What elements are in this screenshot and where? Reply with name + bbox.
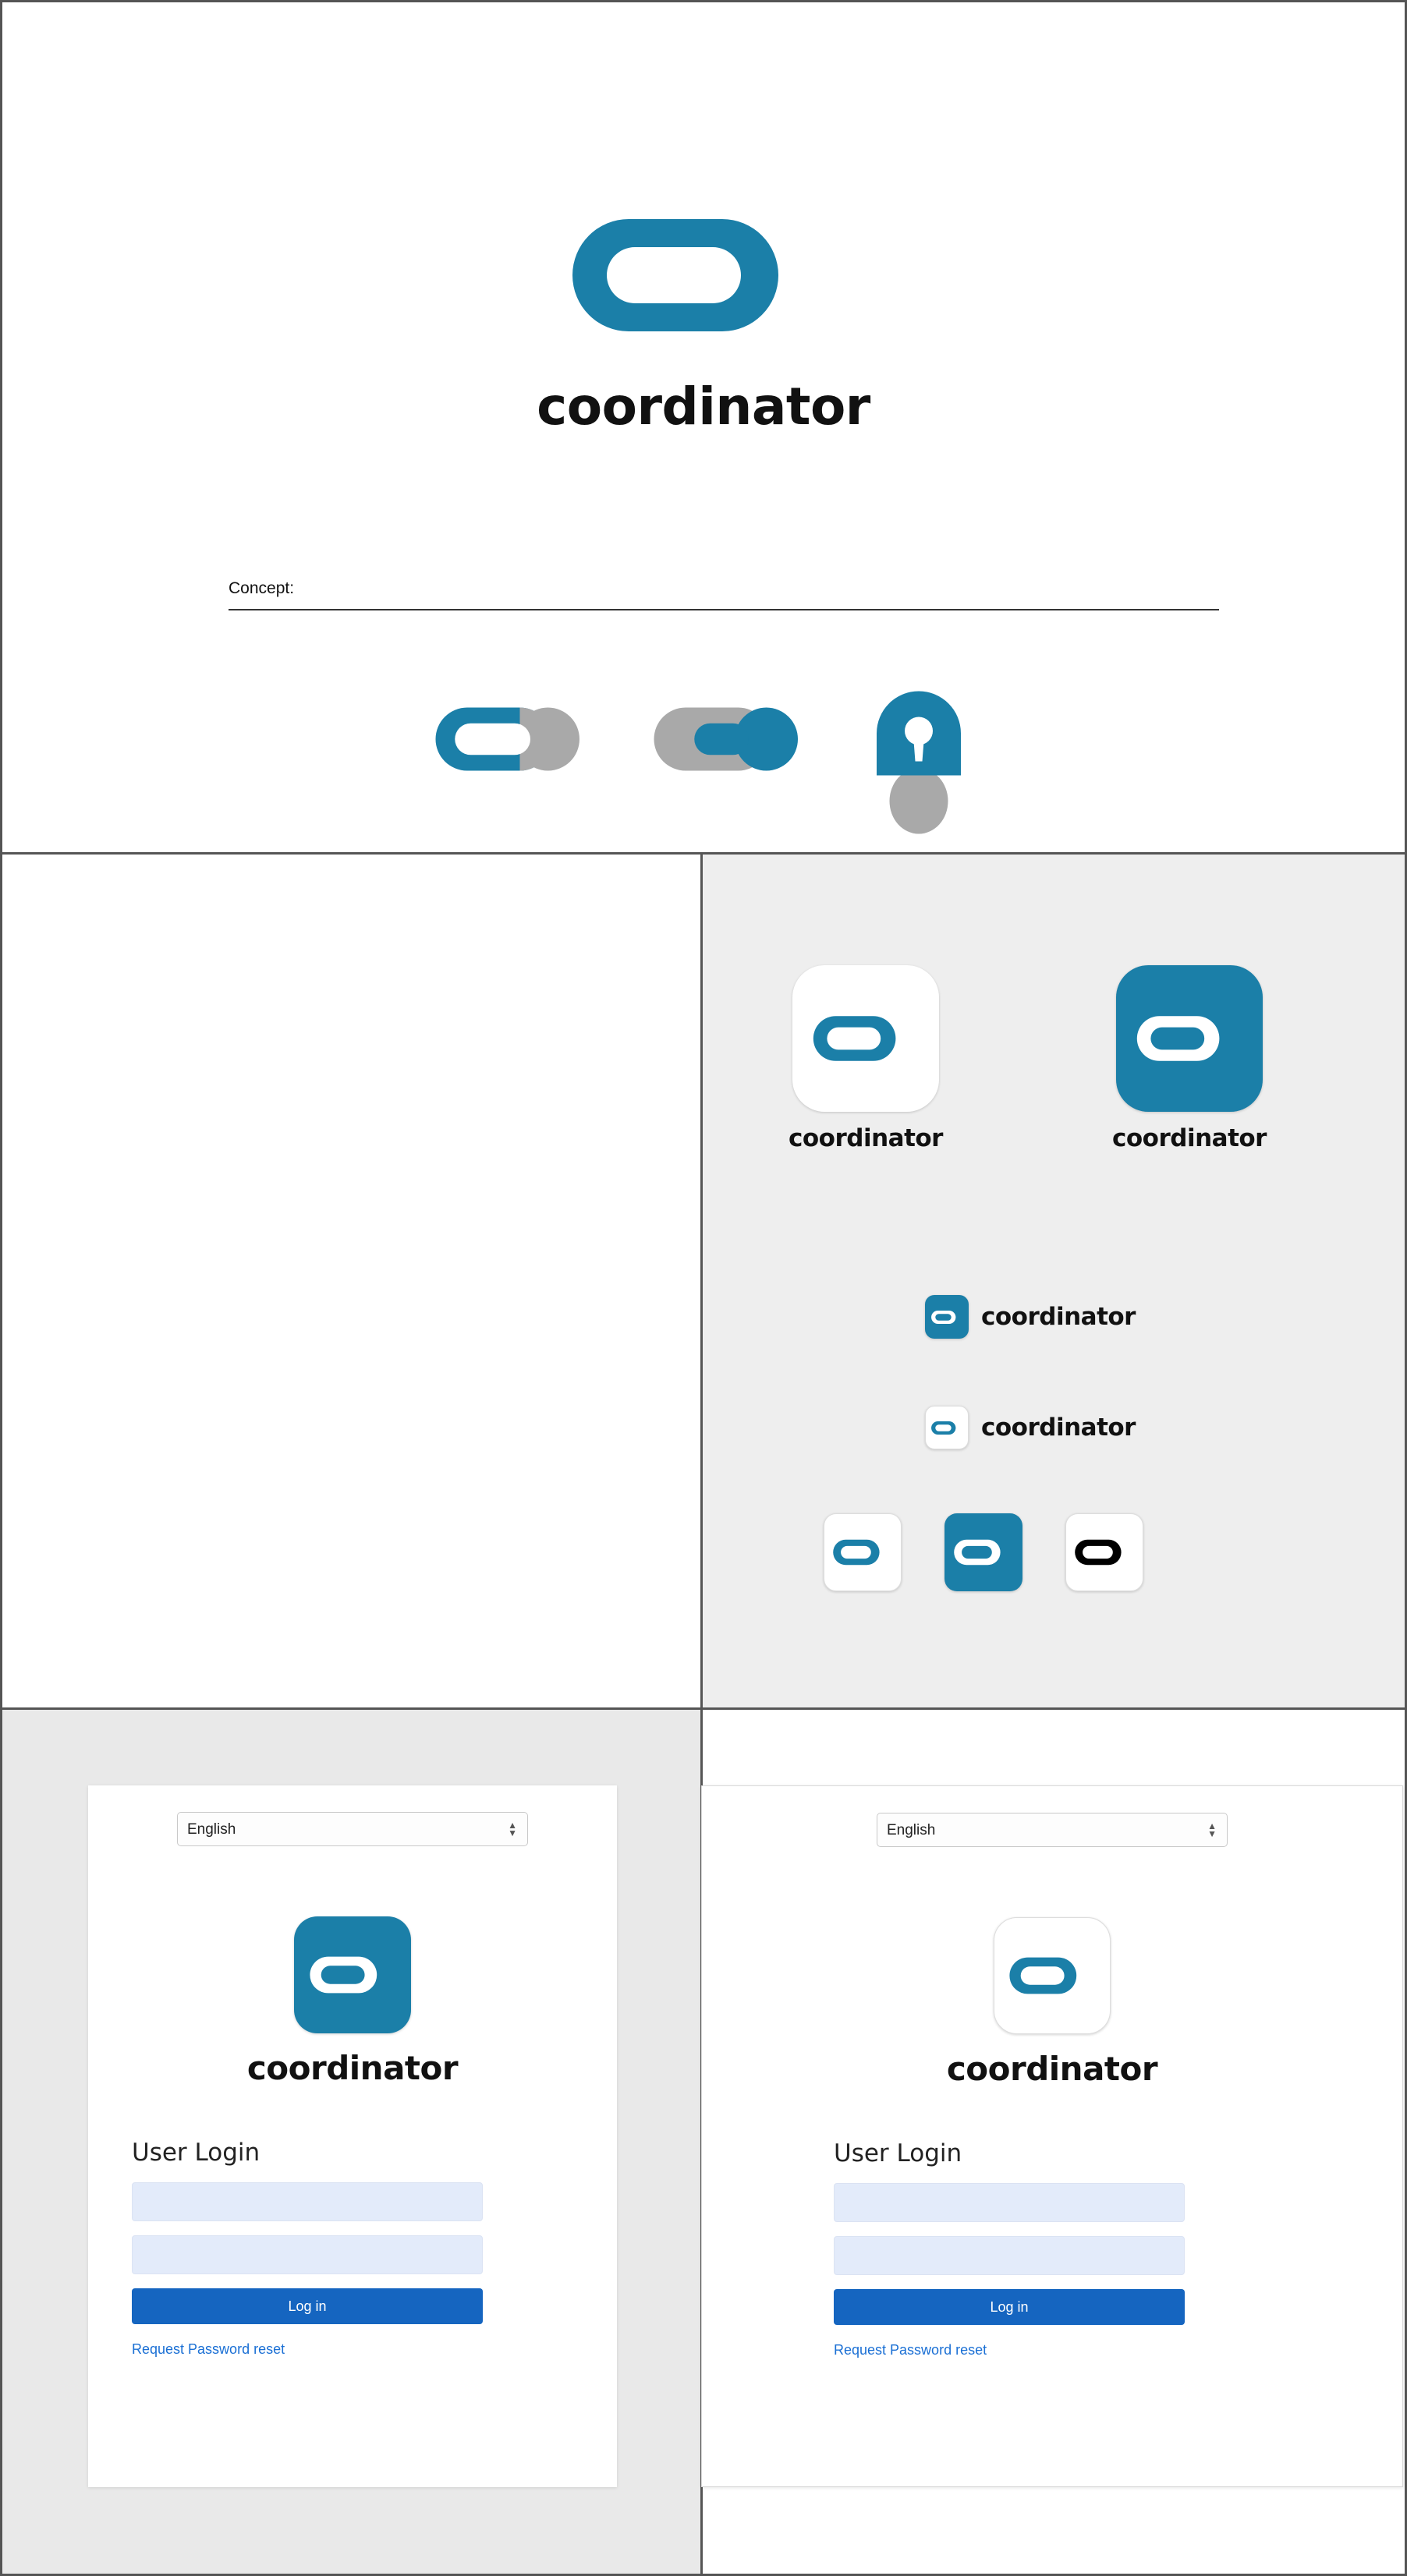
password-input[interactable] xyxy=(834,2236,1185,2275)
password-input[interactable] xyxy=(132,2235,483,2274)
concept-divider xyxy=(229,579,1219,610)
app-tile-white-black-mark-icon xyxy=(1065,1513,1143,1591)
concept-label: Concept: xyxy=(229,579,295,597)
language-select[interactable] xyxy=(877,1813,1228,1847)
coordinator-mark-icon xyxy=(579,213,828,338)
app-tile-white-icon xyxy=(994,1917,1111,2034)
app-tile-white-small-icon xyxy=(925,1406,969,1449)
login-card xyxy=(88,1785,617,2487)
username-input[interactable] xyxy=(834,2183,1185,2222)
app-tile-white-label: coordinator xyxy=(789,1124,943,1152)
language-select-wrap[interactable] xyxy=(177,1812,528,1846)
language-select[interactable] xyxy=(177,1812,528,1846)
select-arrows-icon: ▲ ▼ xyxy=(1207,1821,1217,1839)
username-input[interactable] xyxy=(132,2182,483,2221)
app-tile-blue-icon xyxy=(294,1916,411,2033)
language-select-wrap[interactable] xyxy=(877,1813,1228,1847)
login-card xyxy=(701,1785,1403,2487)
app-tile-blue-white-mark-icon xyxy=(944,1513,1022,1591)
app-tile-white-block xyxy=(789,965,943,1152)
app-icon-panel xyxy=(703,855,1405,1710)
app-tile-blue-small-label: coordinator xyxy=(981,1303,1136,1331)
login-heading: User Login xyxy=(834,2139,962,2167)
concept-panel xyxy=(2,2,1405,855)
login-logo xyxy=(132,1916,573,2033)
select-arrows-icon: ▲ ▼ xyxy=(508,1820,517,1838)
login-logo xyxy=(746,1917,1359,2034)
wordmark: coordinator xyxy=(537,377,870,437)
concept-mark-grey-blue-icon xyxy=(657,704,798,774)
app-tile-blue-small-row xyxy=(925,1295,1136,1339)
login-mockup-panel-blue xyxy=(2,1710,703,2574)
app-tile-blue-icon xyxy=(1116,965,1263,1112)
request-password-reset-link[interactable]: Request Password reset xyxy=(834,2342,987,2358)
login-button[interactable]: Log in xyxy=(132,2288,483,2324)
app-tile-blue-label: coordinator xyxy=(1112,1124,1267,1152)
login-heading: User Login xyxy=(132,2139,260,2167)
app-tile-white-blue-mark-icon xyxy=(824,1513,902,1591)
app-tile-white-small-row xyxy=(925,1406,1136,1449)
app-tile-swatch-row xyxy=(824,1513,1143,1591)
login-button[interactable]: Log in xyxy=(834,2289,1185,2325)
request-password-reset-link[interactable]: Request Password reset xyxy=(132,2341,285,2357)
lockups-panel xyxy=(2,855,703,1710)
concept-keyhole-icon xyxy=(872,688,966,837)
login-wordmark: coordinator xyxy=(946,2050,1158,2088)
app-tile-white-small-label: coordinator xyxy=(981,1414,1136,1442)
concept-mark-blue-grey-icon xyxy=(439,704,579,774)
app-tile-blue-block xyxy=(1112,965,1267,1152)
app-tile-blue-small-icon xyxy=(925,1295,969,1339)
app-tile-white-icon xyxy=(792,965,939,1112)
concept-marks-row xyxy=(439,696,1001,829)
login-mockup-panel-white xyxy=(703,1710,1405,2574)
login-wordmark: coordinator xyxy=(246,2049,459,2087)
